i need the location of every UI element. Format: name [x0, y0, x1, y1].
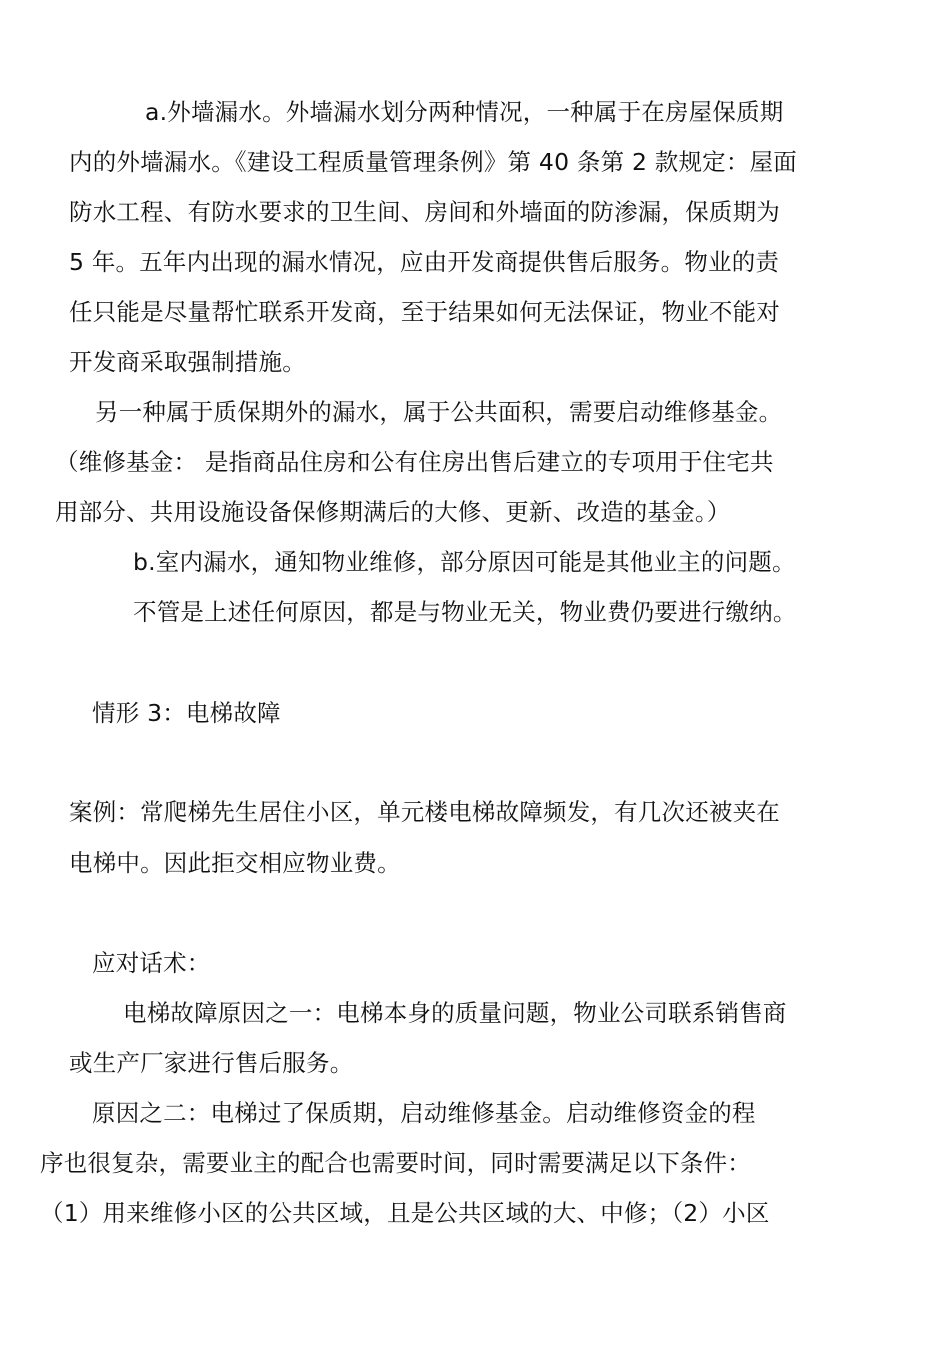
text-line: 应对话术： [92, 949, 211, 977]
text-line: 或生产厂家进行售后服务。 [69, 1049, 354, 1077]
text-line: b.室内漏水，通知物业维修，部分原因可能是其他业主的问题。 [133, 548, 796, 576]
text-line: 原因之二：电梯过了保质期，启动维修基金。启动维修资金的程 [92, 1099, 756, 1127]
text-line: a.外墙漏水。外墙漏水划分两种情况，一种属于在房屋保质期 [145, 98, 784, 126]
text-line: （维修基金： 是指商品住房和公有住房出售后建立的专项用于住宅共 [55, 448, 774, 476]
text-line: 内的外墙漏水。《建设工程质量管理条例》第 40 条第 2 款规定：屋面 [69, 148, 797, 176]
text-line: 防水工程、有防水要求的卫生间、房间和外墙面的防渗漏，保质期为 [69, 198, 780, 226]
text-line: 案例：常爬梯先生居住小区，单元楼电梯故障频发，有几次还被夹在 [69, 798, 780, 826]
section-heading: 情形 3：电梯故障 [92, 699, 281, 727]
text-line: （1）用来维修小区的公共区域，且是公共区域的大、中修；（2）小区 [40, 1199, 770, 1227]
text-line: 开发商采取强制措施。 [69, 348, 306, 376]
text-line: 电梯中。因此拒交相应物业费。 [69, 849, 401, 877]
text-line: 另一种属于质保期外的漏水，属于公共面积，需要启动维修基金。 [95, 398, 783, 426]
text-line: 不管是上述任何原因，都是与物业无关，物业费仍要进行缴纳。 [133, 598, 797, 626]
text-line: 5 年。五年内出现的漏水情况，应由开发商提供售后服务。物业的责 [69, 248, 780, 276]
text-line: 电梯故障原因之一：电梯本身的质量问题，物业公司联系销售商 [123, 999, 787, 1027]
text-line: 用部分、共用设施设备保修期满后的大修、更新、改造的基金。） [55, 498, 731, 526]
text-line: 任只能是尽量帮忙联系开发商，至于结果如何无法保证，物业不能对 [69, 298, 780, 326]
text-line: 序也很复杂，需要业主的配合也需要时间，同时需要满足以下条件： [40, 1149, 751, 1177]
